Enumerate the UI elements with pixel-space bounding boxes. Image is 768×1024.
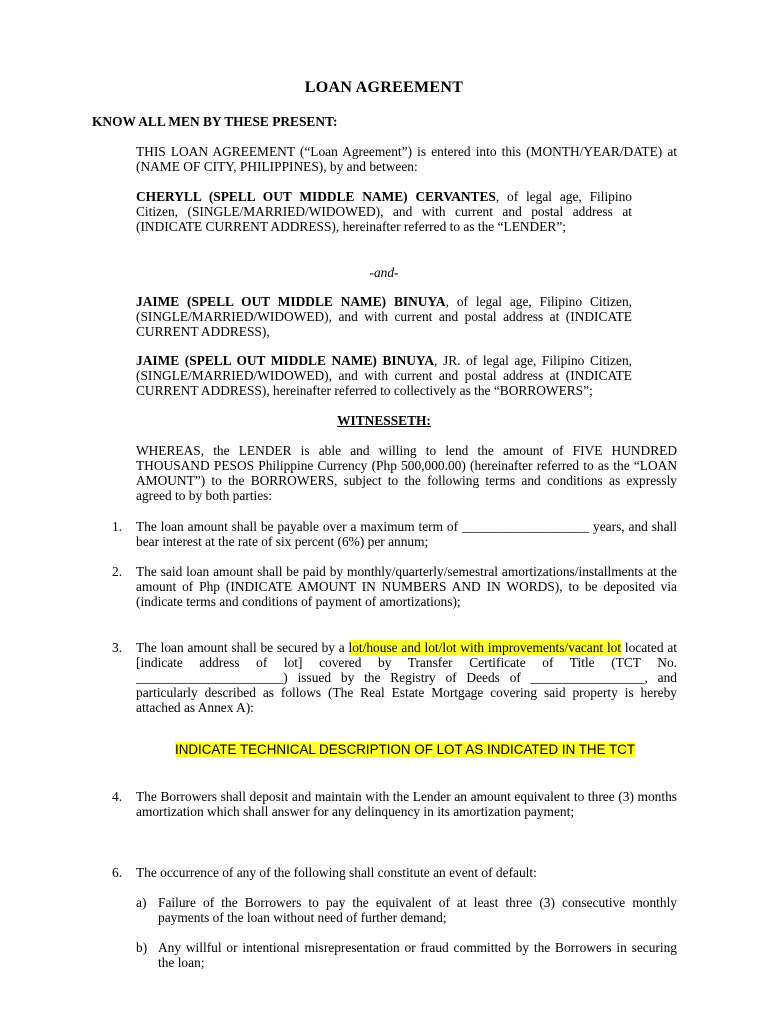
item-text: The occurrence of any of the following shall constitute an event of default: bbox=[136, 865, 537, 880]
sub-item-label: b) bbox=[136, 940, 148, 955]
technical-description-callout bbox=[0, 742, 768, 757]
technical-description-text: INDICATE TECHNICAL DESCRIPTION OF LOT AS INDICATED IN THE TCT bbox=[174, 742, 636, 757]
whereas-paragraph: WHEREAS, the LENDER is able and willing to lend the amount of FIVE HUNDRED THOUSAND PESOS Philippine Currency (Php 500,000.00) (hereinafter referred to as the “LOAN AMOUNT”) to the BORROWERS, subject to the following terms and conditions as expressly agreed to by both parties: bbox=[136, 443, 677, 503]
item-number: 3. bbox=[112, 640, 123, 655]
item-text-before: The loan amount shall be secured by a bbox=[136, 640, 349, 655]
borrower1-details: , of legal age, Filipino Citizen, (SINGLE/MARRIED/WIDOWED), and with current and postal address at (INDICATE CURRENT ADDRESS), bbox=[136, 294, 632, 339]
highlighted-lot-type: lot/house and lot/lot with improvements/vacant lot bbox=[348, 640, 622, 655]
borrower1-paragraph bbox=[136, 294, 632, 339]
witnesseth-heading: WITNESSETH: bbox=[337, 413, 431, 428]
borrower2-name: JAIME (SPELL OUT MIDDLE NAME) BINUYA bbox=[136, 353, 435, 368]
borrower2-paragraph bbox=[136, 353, 632, 398]
lender-paragraph bbox=[136, 189, 632, 234]
sub-item-text: Failure of the Borrowers to pay the equivalent of at least three (3) consecutive monthly payments of the loan without need of further demand; bbox=[158, 895, 677, 925]
item-text bbox=[136, 640, 677, 715]
item-number: 4. bbox=[112, 789, 123, 804]
sub-item-label: a) bbox=[136, 895, 147, 910]
document-title: LOAN AGREEMENT bbox=[304, 79, 464, 96]
sub-item-text: Any willful or intentional misrepresentation or fraud committed by the Borrowers in securing the loan; bbox=[158, 940, 677, 970]
item-number: 2. bbox=[112, 564, 123, 579]
item-number: 1. bbox=[112, 519, 123, 534]
borrower2-details: , JR. of legal age, Filipino Citizen, (SINGLE/MARRIED/WIDOWED), and with current and postal address at (INDICATE CURRENT ADDRESS), hereinafter referred to collectively as the “BORROWERS”; bbox=[136, 353, 632, 398]
item-text: The loan amount shall be payable over a maximum term of ___________________ years, and shall bear interest at the rate of six percent (6%) per annum; bbox=[136, 519, 677, 549]
item-text: The said loan amount shall be paid by monthly/quarterly/semestral amortizations/installments at the amount of Php (INDICATE AMOUNT IN NUMBERS AND IN WORDS), to be deposited via (indicate terms and conditions of payment of amortizations); bbox=[136, 564, 677, 609]
item-number: 6. bbox=[112, 865, 123, 880]
and-separator: -and- bbox=[369, 265, 399, 280]
borrower1-name: JAIME (SPELL OUT MIDDLE NAME) BINUYA bbox=[136, 294, 446, 309]
know-all-men-heading: KNOW ALL MEN BY THESE PRESENT: bbox=[92, 114, 338, 129]
item-text-after: located at [indicate address of lot] covered by Transfer Certificate of Title (TCT No. ______________________) issued by the Registry of Deeds of _________________, and particularly described as follows (The Real Estate Mortgage covering said property is hereby attached as Annex A): bbox=[136, 640, 677, 715]
lender-name: CHERYLL (SPELL OUT MIDDLE NAME) CERVANTES bbox=[136, 189, 496, 204]
lender-details: , of legal age, Filipino Citizen, (SINGLE/MARRIED/WIDOWED), and with current and postal address at (INDICATE CURRENT ADDRESS), hereinafter referred to as the “LENDER”; bbox=[136, 189, 632, 234]
item-text: The Borrowers shall deposit and maintain with the Lender an amount equivalent to three (3) months amortization which shall answer for any delinquency in its amortization payment; bbox=[136, 789, 677, 819]
intro-paragraph: THIS LOAN AGREEMENT (“Loan Agreement”) is entered into this (MONTH/YEAR/DATE) at (NAME OF CITY, PHILIPPINES), by and between: bbox=[136, 144, 677, 174]
